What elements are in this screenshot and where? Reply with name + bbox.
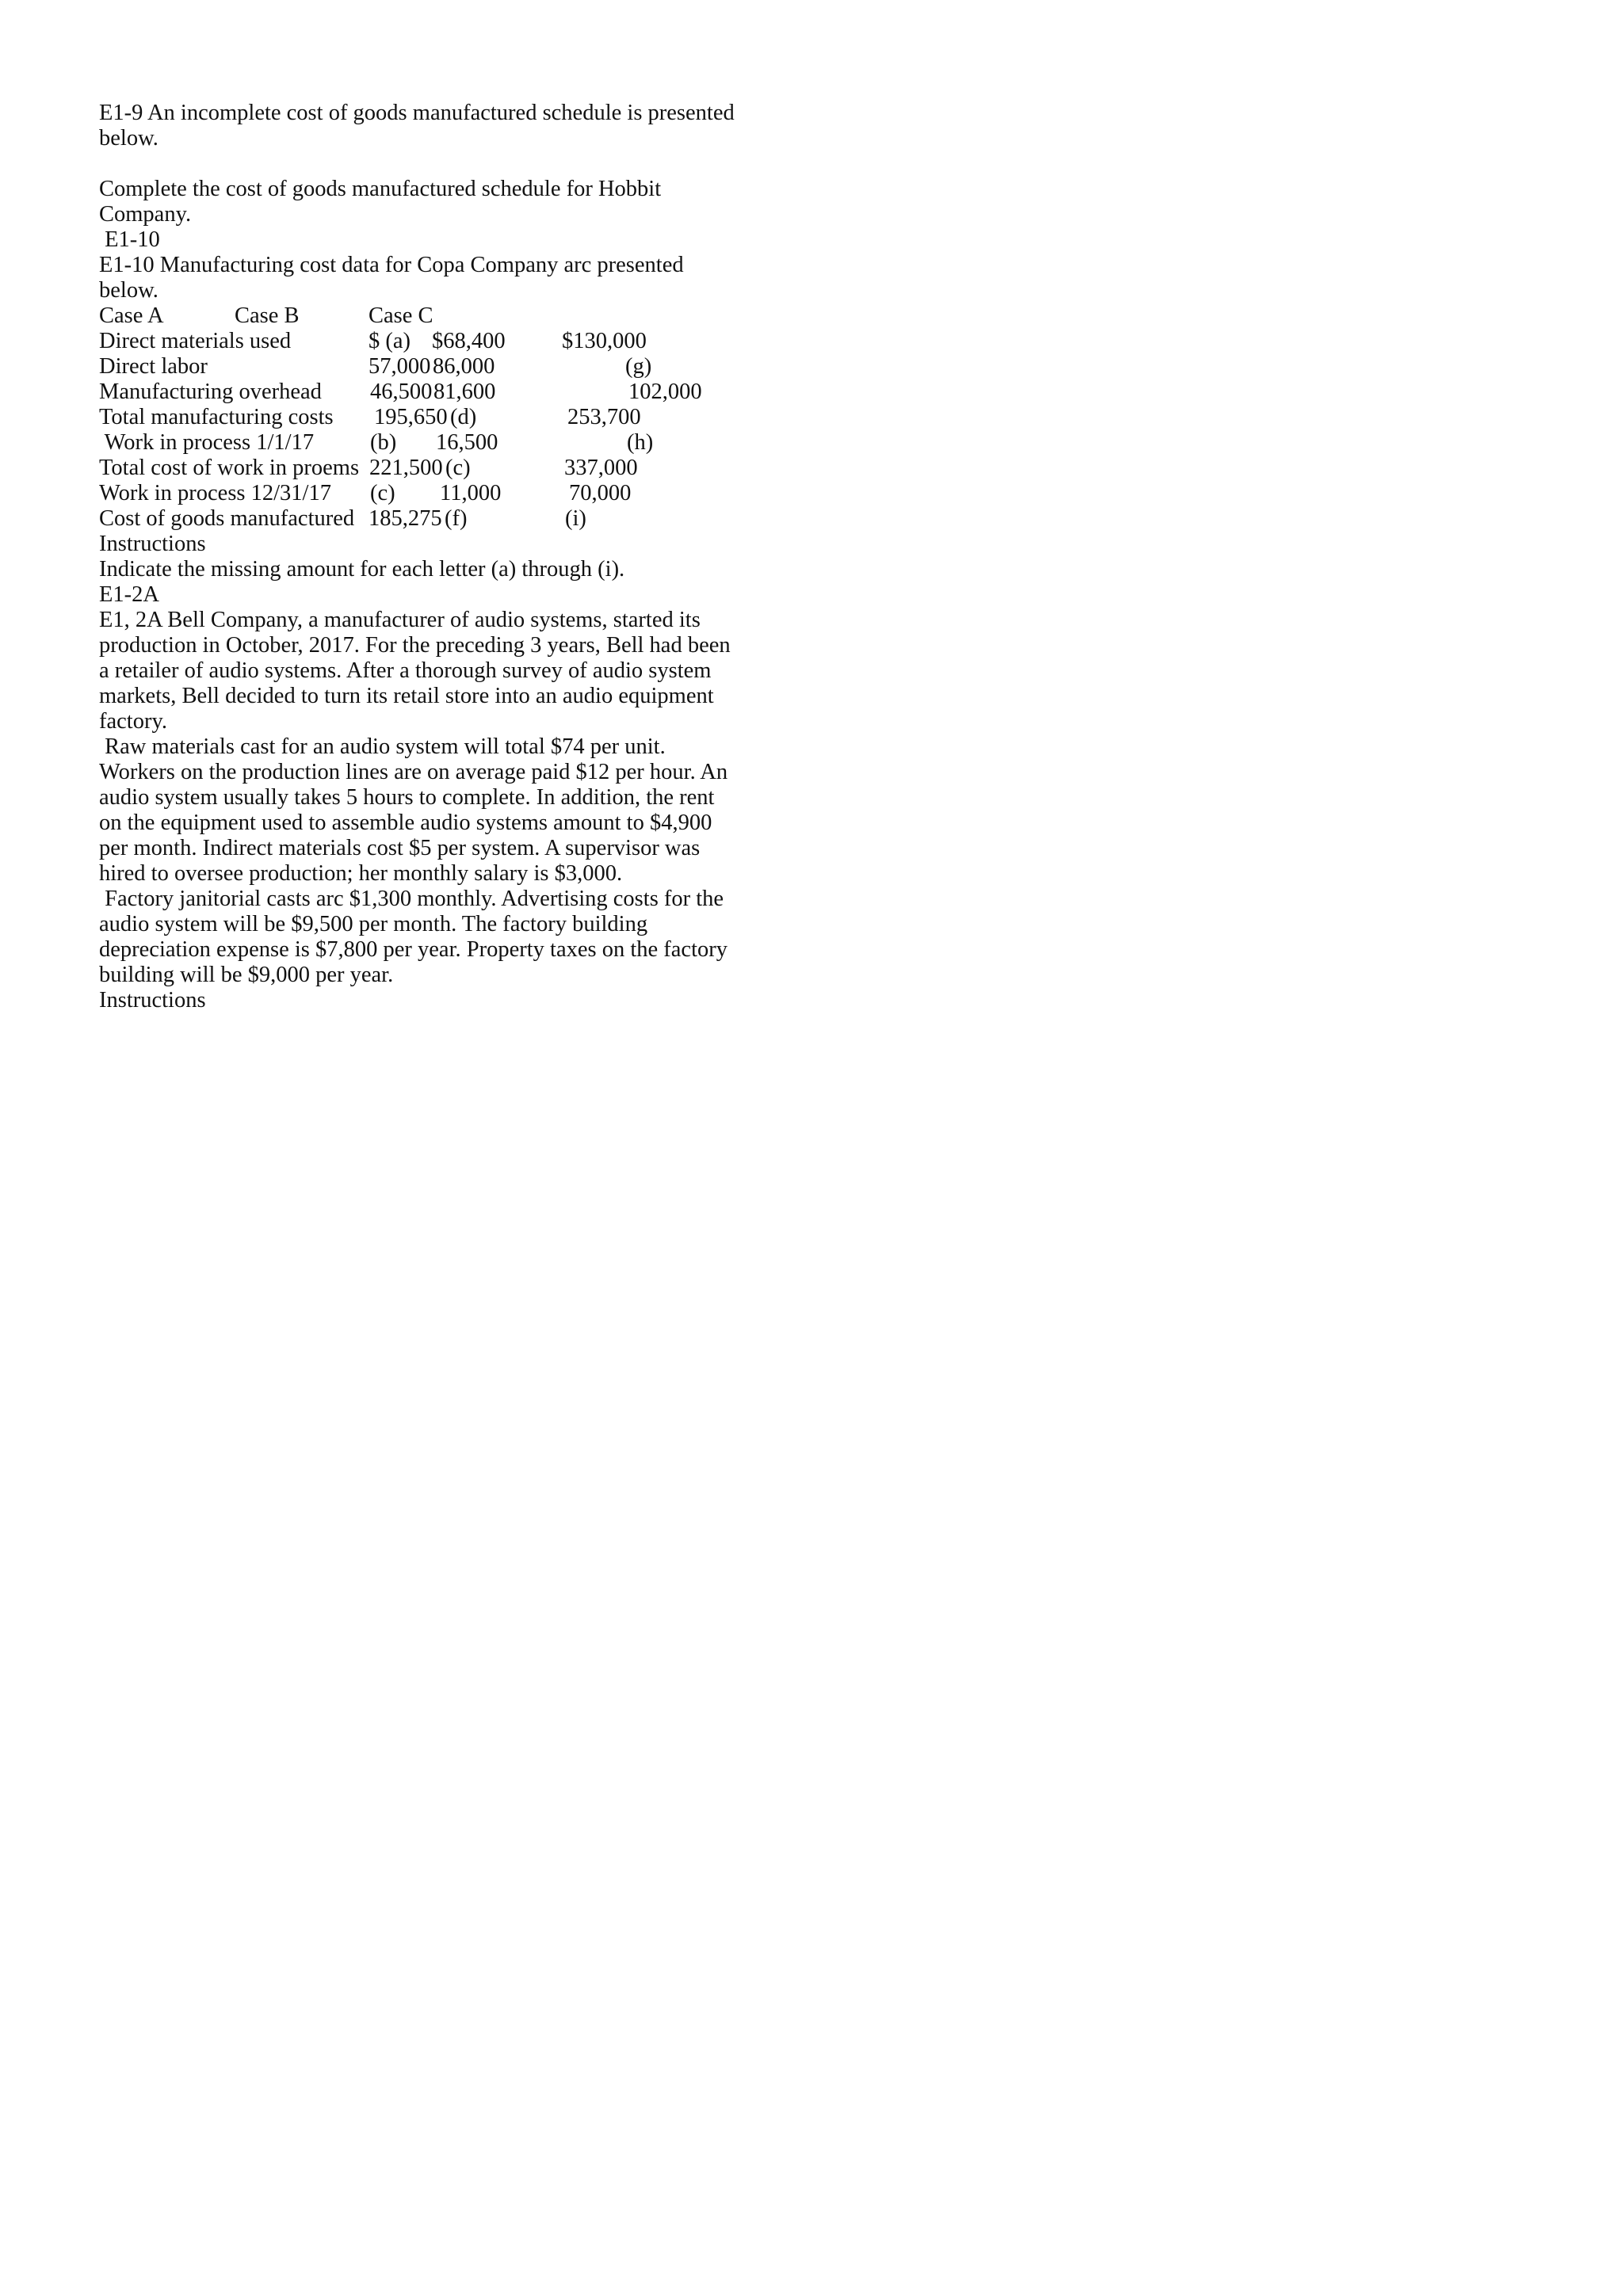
paragraph-line: E1, 2A Bell Company, a manufacturer of audio systems, started its: [99, 608, 701, 632]
row-case-b: $68,400: [432, 329, 506, 353]
document-page: [0, 0, 812, 1148]
e1-9-title-line-1: E1-9 An incomplete cost of goods manufactured schedule is presented: [99, 101, 735, 125]
row-label: Direct materials used: [99, 329, 292, 353]
row-case-a: (b): [370, 430, 397, 455]
row-case-c: 253,700: [567, 405, 641, 429]
row-case-c: 337,000: [564, 456, 638, 480]
row-case-c: 102,000: [628, 379, 702, 404]
row-case-b: (d): [450, 405, 477, 429]
paragraph-line: production in October, 2017. For the preceding 3 years, Bell had been: [99, 633, 731, 658]
row-case-b: 11,000: [440, 481, 502, 505]
row-case-a: 185,275: [369, 506, 442, 531]
row-case-a: 221,500: [369, 456, 443, 480]
row-label: Total cost of work in proems: [99, 456, 360, 480]
row-case-c: (h): [627, 430, 654, 455]
paragraph-line: markets, Bell decided to turn its retail store into an audio equipment: [99, 684, 714, 708]
paragraph-line: factory.: [99, 709, 167, 734]
row-case-c: $130,000: [562, 329, 647, 353]
e1-10-label: E1-10: [99, 227, 160, 252]
row-case-b: (f): [445, 506, 468, 531]
paragraph-line: audio system will be $9,500 per month. The factory building: [99, 912, 648, 936]
row-label: Direct labor: [99, 354, 208, 379]
row-case-b: 16,500: [436, 430, 498, 455]
row-label: Cost of goods manufactured: [99, 506, 355, 531]
row-case-c: 70,000: [569, 481, 632, 505]
paragraph-line: depreciation expense is $7,800 per year. Property taxes on the factory: [99, 937, 727, 962]
paragraph-line: audio system usually takes 5 hours to complete. In addition, the rent: [99, 785, 715, 810]
paragraph-line: Raw materials cast for an audio system will total $74 per unit.: [99, 734, 666, 759]
e1-2a-label: E1-2A: [99, 582, 159, 607]
paragraph-line: Workers on the production lines are on average paid $12 per hour. An: [99, 760, 728, 784]
final-instructions-heading: Instructions: [99, 988, 206, 1013]
row-case-a: (c): [370, 481, 395, 505]
row-label: Manufacturing overhead: [99, 379, 322, 404]
e1-10-instruction: Indicate the missing amount for each letter (a) through (i).: [99, 557, 625, 582]
instructions-heading: Instructions: [99, 532, 206, 556]
e1-9-title-line-2: below.: [99, 126, 158, 151]
row-case-a: 195,650: [374, 405, 448, 429]
table-header-case-a: Case A: [99, 303, 164, 328]
row-case-c: (i): [565, 506, 586, 531]
e1-9-instruction-line-2: Company.: [99, 202, 192, 227]
row-case-a: 57,000: [369, 354, 431, 379]
paragraph-line: hired to oversee production; her monthly salary is $3,000.: [99, 861, 623, 886]
row-case-b: 81,600: [433, 379, 496, 404]
paragraph-line: a retailer of audio systems. After a thorough survey of audio system: [99, 658, 712, 683]
row-case-c: (g): [625, 354, 652, 379]
row-case-b: 86,000: [433, 354, 495, 379]
row-case-b: (c): [445, 456, 471, 480]
paragraph-line: per month. Indirect materials cost $5 per system. A supervisor was: [99, 836, 701, 860]
row-label: Work in process 1/1/17: [99, 430, 315, 455]
e1-10-intro-line-2: below.: [99, 278, 158, 303]
paragraph-line: on the equipment used to assemble audio systems amount to $4,900: [99, 810, 712, 835]
paragraph-line: building will be $9,000 per year.: [99, 963, 394, 987]
row-label: Total manufacturing costs: [99, 405, 334, 429]
table-header-case-c: Case C: [369, 303, 433, 328]
paragraph-line: Factory janitorial casts arc $1,300 monthly. Advertising costs for the: [99, 887, 724, 911]
row-case-a: 46,500: [370, 379, 433, 404]
e1-9-instruction-line-1: Complete the cost of goods manufactured schedule for Hobbit: [99, 177, 662, 201]
row-label: Work in process 12/31/17: [99, 481, 331, 505]
e1-10-intro-line-1: E1-10 Manufacturing cost data for Copa Company arc presented: [99, 253, 684, 277]
table-header-case-b: Case B: [235, 303, 300, 328]
row-case-a: $ (a): [369, 329, 411, 353]
